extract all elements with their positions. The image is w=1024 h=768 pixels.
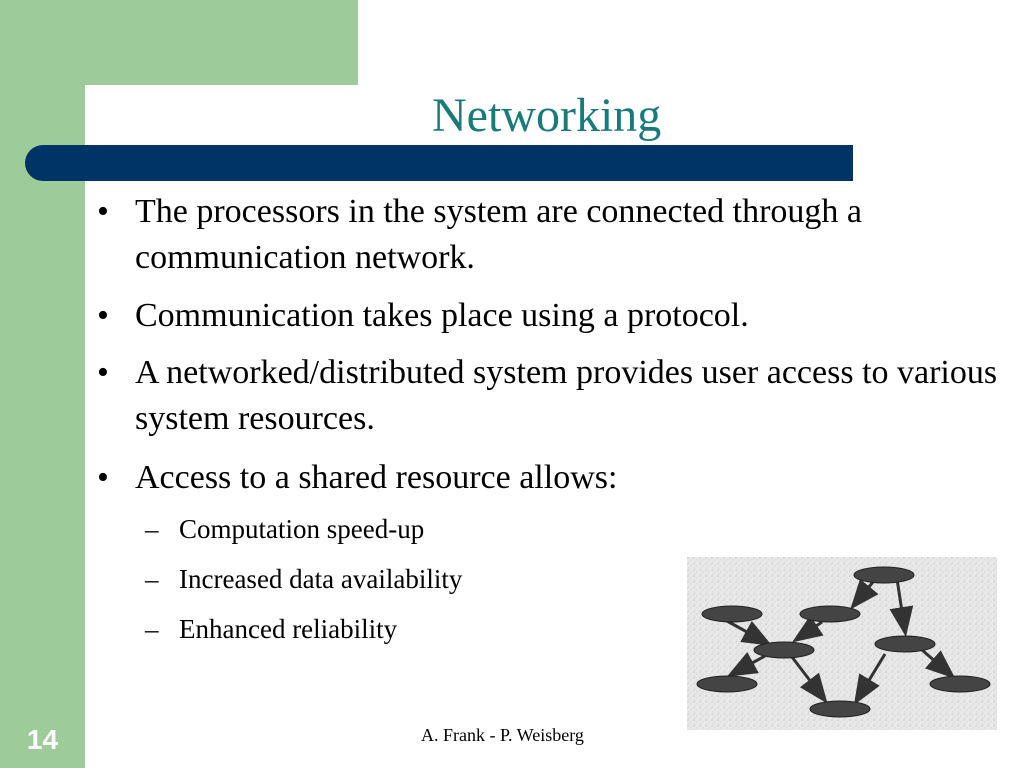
- green-top-band: [0, 0, 358, 85]
- sub-bullet-mark: –: [145, 614, 159, 644]
- bullet-mark: •: [97, 354, 109, 391]
- sub-bullet-text: Enhanced reliability: [179, 614, 398, 644]
- sub-bullet-item: [145, 512, 679, 546]
- bullet-item: [97, 350, 1005, 442]
- bullet-mark: •: [97, 193, 109, 230]
- sub-bullet-text: Computation speed-up: [179, 514, 425, 544]
- bullet-text: The processors in the system are connected through a communication network.: [135, 193, 862, 276]
- sub-bullet-mark: –: [145, 514, 159, 544]
- title-underline-bar: [25, 145, 853, 181]
- green-left-band: [0, 0, 85, 768]
- bullet-mark: •: [97, 459, 109, 496]
- bullet-mark: •: [97, 297, 109, 334]
- footer-author: A. Frank - P. Weisberg: [421, 725, 584, 745]
- bullet-text: Access to a shared resource allows:: [135, 459, 618, 496]
- bullet-text: Communication takes place using a protocol.: [135, 297, 749, 334]
- sub-bullet-text: Increased data availability: [179, 564, 463, 594]
- network-graph-icon: [687, 557, 997, 730]
- bullet-text: A networked/distributed system provides user access to various system resources.: [135, 354, 998, 437]
- slide-title: Networking: [432, 89, 662, 142]
- page-number: 14: [26, 724, 59, 755]
- bullet-item: [97, 293, 1005, 339]
- bullet-item: [97, 455, 1005, 501]
- bullet-item: [97, 189, 1005, 281]
- sub-bullet-mark: –: [145, 564, 159, 594]
- sub-bullet-item: [145, 612, 679, 646]
- sub-bullet-item: [145, 562, 679, 596]
